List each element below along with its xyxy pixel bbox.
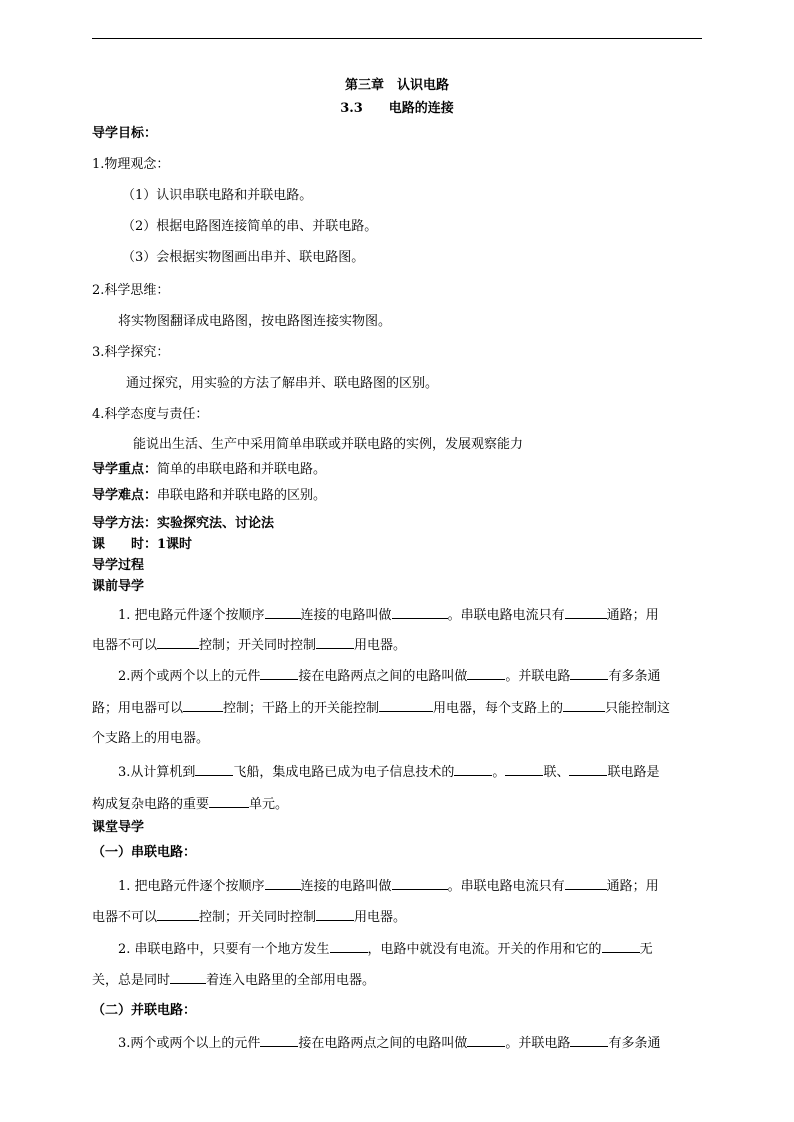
answer-blank[interactable] <box>467 667 505 680</box>
goal-attitude-text: 能说出生活、生产中采用简单串联或并联电路的实例，发展观察能力 <box>133 437 524 452</box>
answer-blank[interactable] <box>454 763 492 776</box>
pre-study-heading: 课前导学 <box>92 579 145 594</box>
key-points-text: 简单的串联电路和并联电路。 <box>157 462 327 477</box>
goal-physics-title: 1.物理观念： <box>92 157 170 172</box>
answer-blank[interactable] <box>157 908 199 921</box>
part2-heading: （二）并联电路： <box>92 1003 197 1018</box>
answer-blank[interactable] <box>379 699 433 712</box>
class-q2-line2: 关，总是同时 着连入电路里的全部用电器。 <box>92 973 376 988</box>
period <box>92 537 192 553</box>
header-rule <box>92 38 702 39</box>
pre-q3-line1: 3.从计算机到 飞船，集成电路已成为电子信息技术的 。 联、 联电路是 <box>118 765 660 780</box>
process-heading: 导学过程 <box>92 558 145 573</box>
period-label: 课 时： <box>92 537 158 552</box>
answer-blank[interactable] <box>569 763 607 776</box>
difficulty-text: 串联电路和并联电路的区别。 <box>157 488 327 503</box>
answer-blank[interactable] <box>265 877 301 890</box>
goal-thinking-title: 2.科学思维： <box>92 283 170 298</box>
class-q1-line1: 1. 把电路元件逐个按顺序 连接的电路叫做 。串联电路电流只有 通路；用 <box>118 879 659 894</box>
answer-blank[interactable] <box>565 606 607 619</box>
answer-blank[interactable] <box>183 699 223 712</box>
goal-thinking-text: 将实物图翻译成电路图，按电路图连接实物图。 <box>118 314 392 329</box>
section-title: 3.3 电路的连接 <box>340 101 454 116</box>
answer-blank[interactable] <box>563 699 605 712</box>
pre-q1-line1: 1. 把电路元件逐个按顺序 连接的电路叫做 。串联电路电流只有 通路；用 <box>118 608 659 623</box>
answer-blank[interactable] <box>170 971 206 984</box>
difficulty-label: 导学难点： <box>92 488 158 503</box>
pre-q2-line2: 路；用电器可以 控制；干路上的开关能控制 用电器，每个支路上的 只能控制这 <box>92 701 671 716</box>
goal-inquiry-text: 通过探究，用实验的方法了解串并、联电路图的区别。 <box>126 376 439 391</box>
answer-blank[interactable] <box>392 877 448 890</box>
difficulty <box>92 488 326 504</box>
answer-blank[interactable] <box>565 877 607 890</box>
period-value: 1课时 <box>157 537 193 552</box>
answer-blank[interactable] <box>260 667 298 680</box>
method: 导学方法：实验探究法、讨论法 <box>92 516 275 531</box>
goals-heading: 导学目标： <box>92 126 158 141</box>
answer-blank[interactable] <box>570 667 608 680</box>
key-points <box>92 462 326 478</box>
pre-q2-line3: 个支路上的用电器。 <box>92 731 210 746</box>
class-q3-line1: 3.两个或两个以上的元件 接在电路两点之间的电路叫做 。并联电路 有多条通 <box>118 1036 661 1051</box>
answer-blank[interactable] <box>316 908 354 921</box>
answer-blank[interactable] <box>260 1034 298 1047</box>
answer-blank[interactable] <box>602 940 640 953</box>
goal-inquiry-title: 3.科学探究： <box>92 345 170 360</box>
goal-physics-item: （2）根据电路图连接简单的串、并联电路。 <box>122 219 378 234</box>
answer-blank[interactable] <box>570 1034 608 1047</box>
part1-heading: （一）串联电路： <box>92 845 197 860</box>
answer-blank[interactable] <box>265 606 301 619</box>
pre-q2-line1: 2.两个或两个以上的元件 接在电路两点之间的电路叫做 。并联电路 有多条通 <box>118 669 661 684</box>
class-q2-line1: 2. 串联电路中，只要有一个地方发生 ，电路中就没有电流。开关的作用和它的 无 <box>118 942 653 957</box>
class-q1-line2: 电器不可以 控制；开关同时控制 用电器。 <box>92 910 407 925</box>
answer-blank[interactable] <box>392 606 448 619</box>
goal-physics-item: （3）会根据实物图画出串并、联电路图。 <box>122 250 365 265</box>
goal-physics-item: （1）认识串联电路和并联电路。 <box>122 188 313 203</box>
key-points-label: 导学重点： <box>92 462 158 477</box>
answer-blank[interactable] <box>505 763 543 776</box>
answer-blank[interactable] <box>157 636 199 649</box>
answer-blank[interactable] <box>467 1034 505 1047</box>
answer-blank[interactable] <box>316 636 354 649</box>
answer-blank[interactable] <box>209 795 249 808</box>
answer-blank[interactable] <box>195 763 233 776</box>
answer-blank[interactable] <box>330 940 368 953</box>
pre-q3-line2: 构成复杂电路的重要 单元。 <box>92 797 289 812</box>
pre-q1-line2: 电器不可以 控制；开关同时控制 用电器。 <box>92 638 407 653</box>
class-study-heading: 课堂导学 <box>92 820 145 835</box>
goal-attitude-title: 4.科学态度与责任： <box>92 407 209 422</box>
chapter-title: 第三章 认识电路 <box>344 78 449 93</box>
